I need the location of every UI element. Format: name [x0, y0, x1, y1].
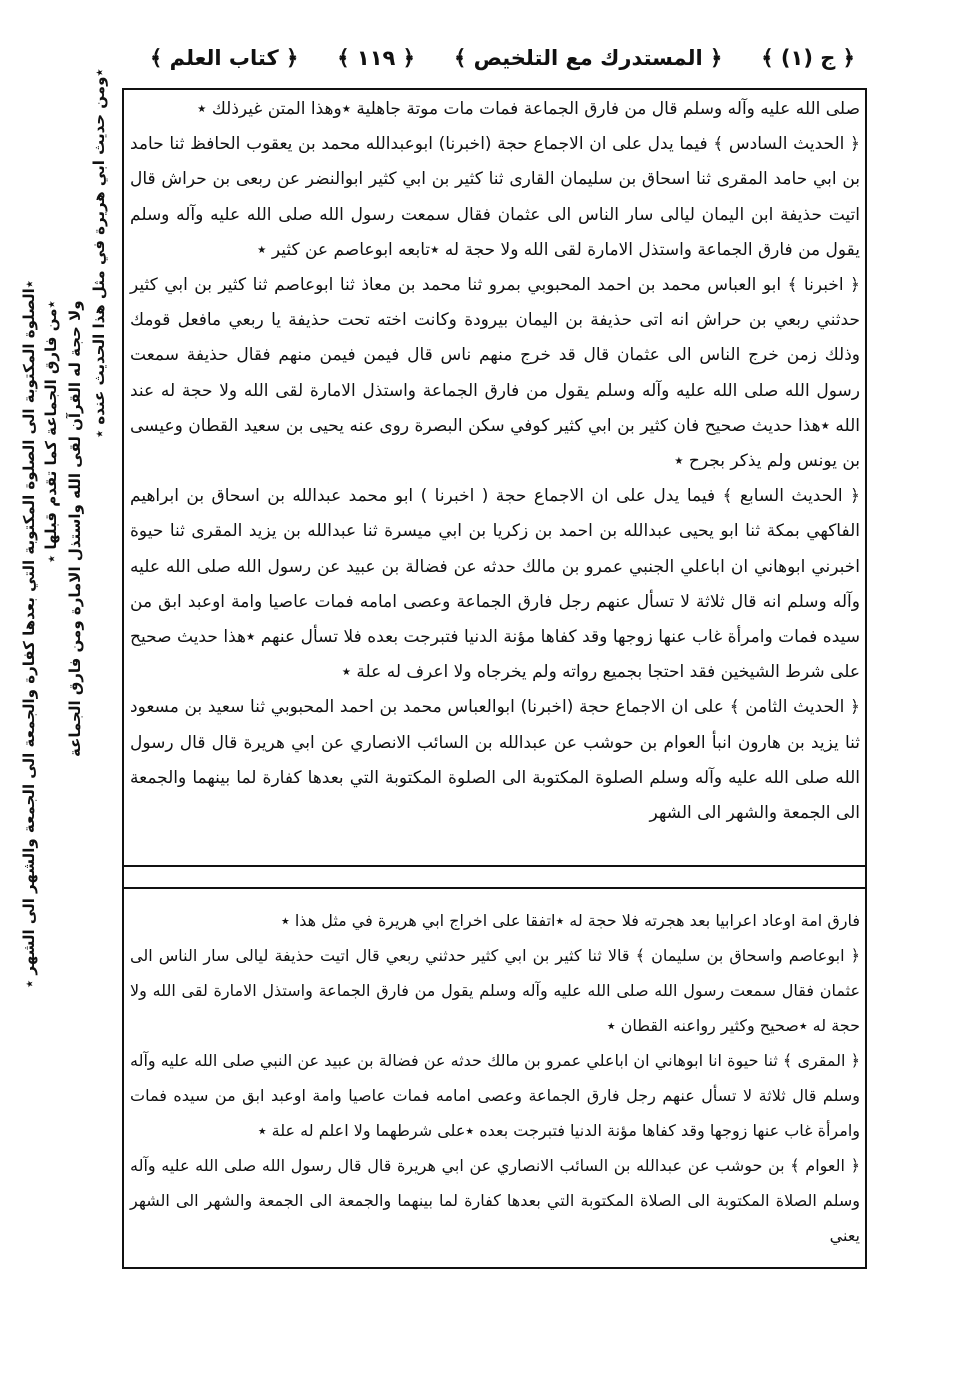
divider — [122, 887, 867, 889]
margin-note: ٭الصلوة المكتوبة الى الصلوة المكتوبة التي بعدها كفارة والجمعة الى الجمعة والشهر الى الشهر ٭ — [20, 280, 38, 988]
note-paragraph: ﴿ ابوعاصم واسحاق بن سليمان ﴾ قالا ثنا كثير بن ابي كثير حدثني ربعي قال اتيت حذيفة ليالى سار الناس الى عثمان فقال سمعت رسول الله صلى الله عليه وآله وسلم يقول من فارق الجماعة واستذل الامارة لقى الله ولا حجة له ٭صحيح وكثير رواعنه القطان ٭ — [130, 946, 860, 1035]
volume-label: ﴿ ج (١) ﴾ — [761, 46, 855, 70]
main-text-block — [130, 92, 860, 831]
margin-note: ولا حجة له القرآن لقى الله واستذل الامارة ومن فارق الجماعة — [66, 300, 84, 757]
running-header — [150, 36, 855, 80]
note-paragraph: ﴿ العوام ﴾ بن حوشب عن عبدالله بن السائب الانصاري عن ابي هريرة قال قال رسول الله صلى الله عليه وآله وسلم الصلاة المكتوبة الى الصلاة المكتوبة التي بعدها كفارة لما بينهما والجمعة الى الجمعة والشهر الى الشهر يعني — [130, 1156, 860, 1245]
summary-notes-block — [130, 903, 860, 1253]
paragraph: ﴿ اخبرنا ﴾ ابو العباس محمد بن احمد المحبوبي بمرو ثنا محمد بن معاذ ثنا ابوعاصم ثنا كثير بن ابي كثير حدثني ربعي بن حراش انه اتى حذيفة بن اليمان بيرودة وكانت اخته تحت حذيفة يا ربعي مافعل قومك وذلك زمن خرج الناس الى عثمان قال قد خرج منهم ناس قال فيمن فيمن منهم فقال حذيفة سمعت رسول الله صلى الله عليه وآله وسلم يقول من فارق الجماعة واستذل الامارة لقى الله ولا حجة له عند الله ٭هذا حديث صحيح فان كثير بن ابي كثير كوفي سكن البصرة روى عنه يحيى بن سعيد القطان وعيسى بن يونس ولم يذكر بجرح ٭ — [130, 275, 860, 472]
note-paragraph: فارق امة اوعاد اعرابيا بعد هجرته فلا حجة له ٭اتفقا على اخراج ابي هريرة في مثل هذا ٭ — [281, 911, 860, 930]
section-title: ﴿ كتاب العلم ﴾ — [150, 46, 299, 70]
margin-note: ٭من فارق الجماعة كما تقدم قبلها ٭ — [42, 300, 60, 563]
margin-note: ٭ومن حديث ابي هريرة في مثل هذا الحديث عنده ٭ — [90, 68, 108, 438]
page-number: ﴿ ١١٩ ﴾ — [337, 46, 415, 70]
paragraph: ﴿ الحديث السادس ﴾ فيما يدل على ان الاجماع حجة (اخبرنا) ابوعبدالله محمد بن يعقوب الحافظ ثنا حامد بن ابي حامد المقرى ثنا اسحاق بن سليمان القارى ثنا كثير بن ابي كثير ابوالنضر عن ربعى بن حراش قال اتيت حذيفة ابن اليمان ليالى سار الناس الى عثمان فقال سمعت رسول الله صلى الله عليه وآله وسلم يقول من فارق الجماعة واستذل الامارة لقى الله ولا حجة له ٭تابعه ابوعاصم عن كثير ٭ — [130, 134, 860, 260]
paragraph: ﴿ الحديث السابع ﴾ فيما يدل على ان الاجماع حجة ( اخبرنا ) ابو محمد عبدالله بن اسحاق بن ابراهيم الفاكهي بمكة ثنا ابو يحيى عبدالله بن احمد بن زكريا بن ابي ميسرة ثنا عبدالله بن يزيد المقرى ثنا حيوة اخبرني ابوهاني ان اباعلي الجنبي عمرو بن مالك حدثه عن فضالة بن عبيد عن رسول الله صلى الله عليه وآله وسلم انه قال ثلاثة لا تسأل عنهم رجل فارق الجماعة وعصى امامه فمات عاصيا وامة اوعبد ابق من سيده فمات وامرأة غاب عنها زوجها وقد كفاها مؤنة الدنيا فتبرجت بعده فلا تسأل عنهم ٭هذا حديث صحيح على شرط الشيخين فقد احتجا بجميع رواته ولم يخرجاه ولا اعرف له علة ٭ — [130, 486, 860, 683]
book-title: ﴿ المستدرك مع التلخيص ﴾ — [453, 46, 723, 70]
paragraph: صلى الله عليه وآله وسلم قال من فارق الجماعة فمات مات موتة جاهلية ٭وهذا المتن غيرذلك ٭ — [197, 99, 860, 119]
note-paragraph: ﴿ المقرى ﴾ ثنا حيوة انا ابوهاني ان اباعلي عمرو بن مالك حدثه عن فضالة بن عبيد عن النبي صلى الله عليه وآله وسلم قال ثلاثة لا تسأل عنهم رجل فارق الجماعة وعصى امامه فمات عاصيا وامة اوعبد ابق من سيده فمات وامرأة غاب عنها زوجها وقد كفاها مؤنة الدنيا فتبرجت بعده ٭على شرطهما ولا اعلم له علة ٭ — [130, 1051, 860, 1140]
divider — [122, 865, 867, 867]
paragraph: ﴿ الحديث الثامن ﴾ على ان الاجماع حجة (اخبرنا) ابوالعباس محمد بن احمد المحبوبي ثنا سعيد بن مسعود ثنا يزيد بن هارون انبأ العوام بن حوشب عن عبدالله بن السائب الانصاري عن ابي هريرة قال قال رسول الله صلى الله عليه وآله وسلم الصلوة المكتوبة الى الصلوة المكتوبة التي بعدها كفارة لما بينهما والجمعة الى الجمعة والشهر الى الشهر — [130, 697, 860, 824]
